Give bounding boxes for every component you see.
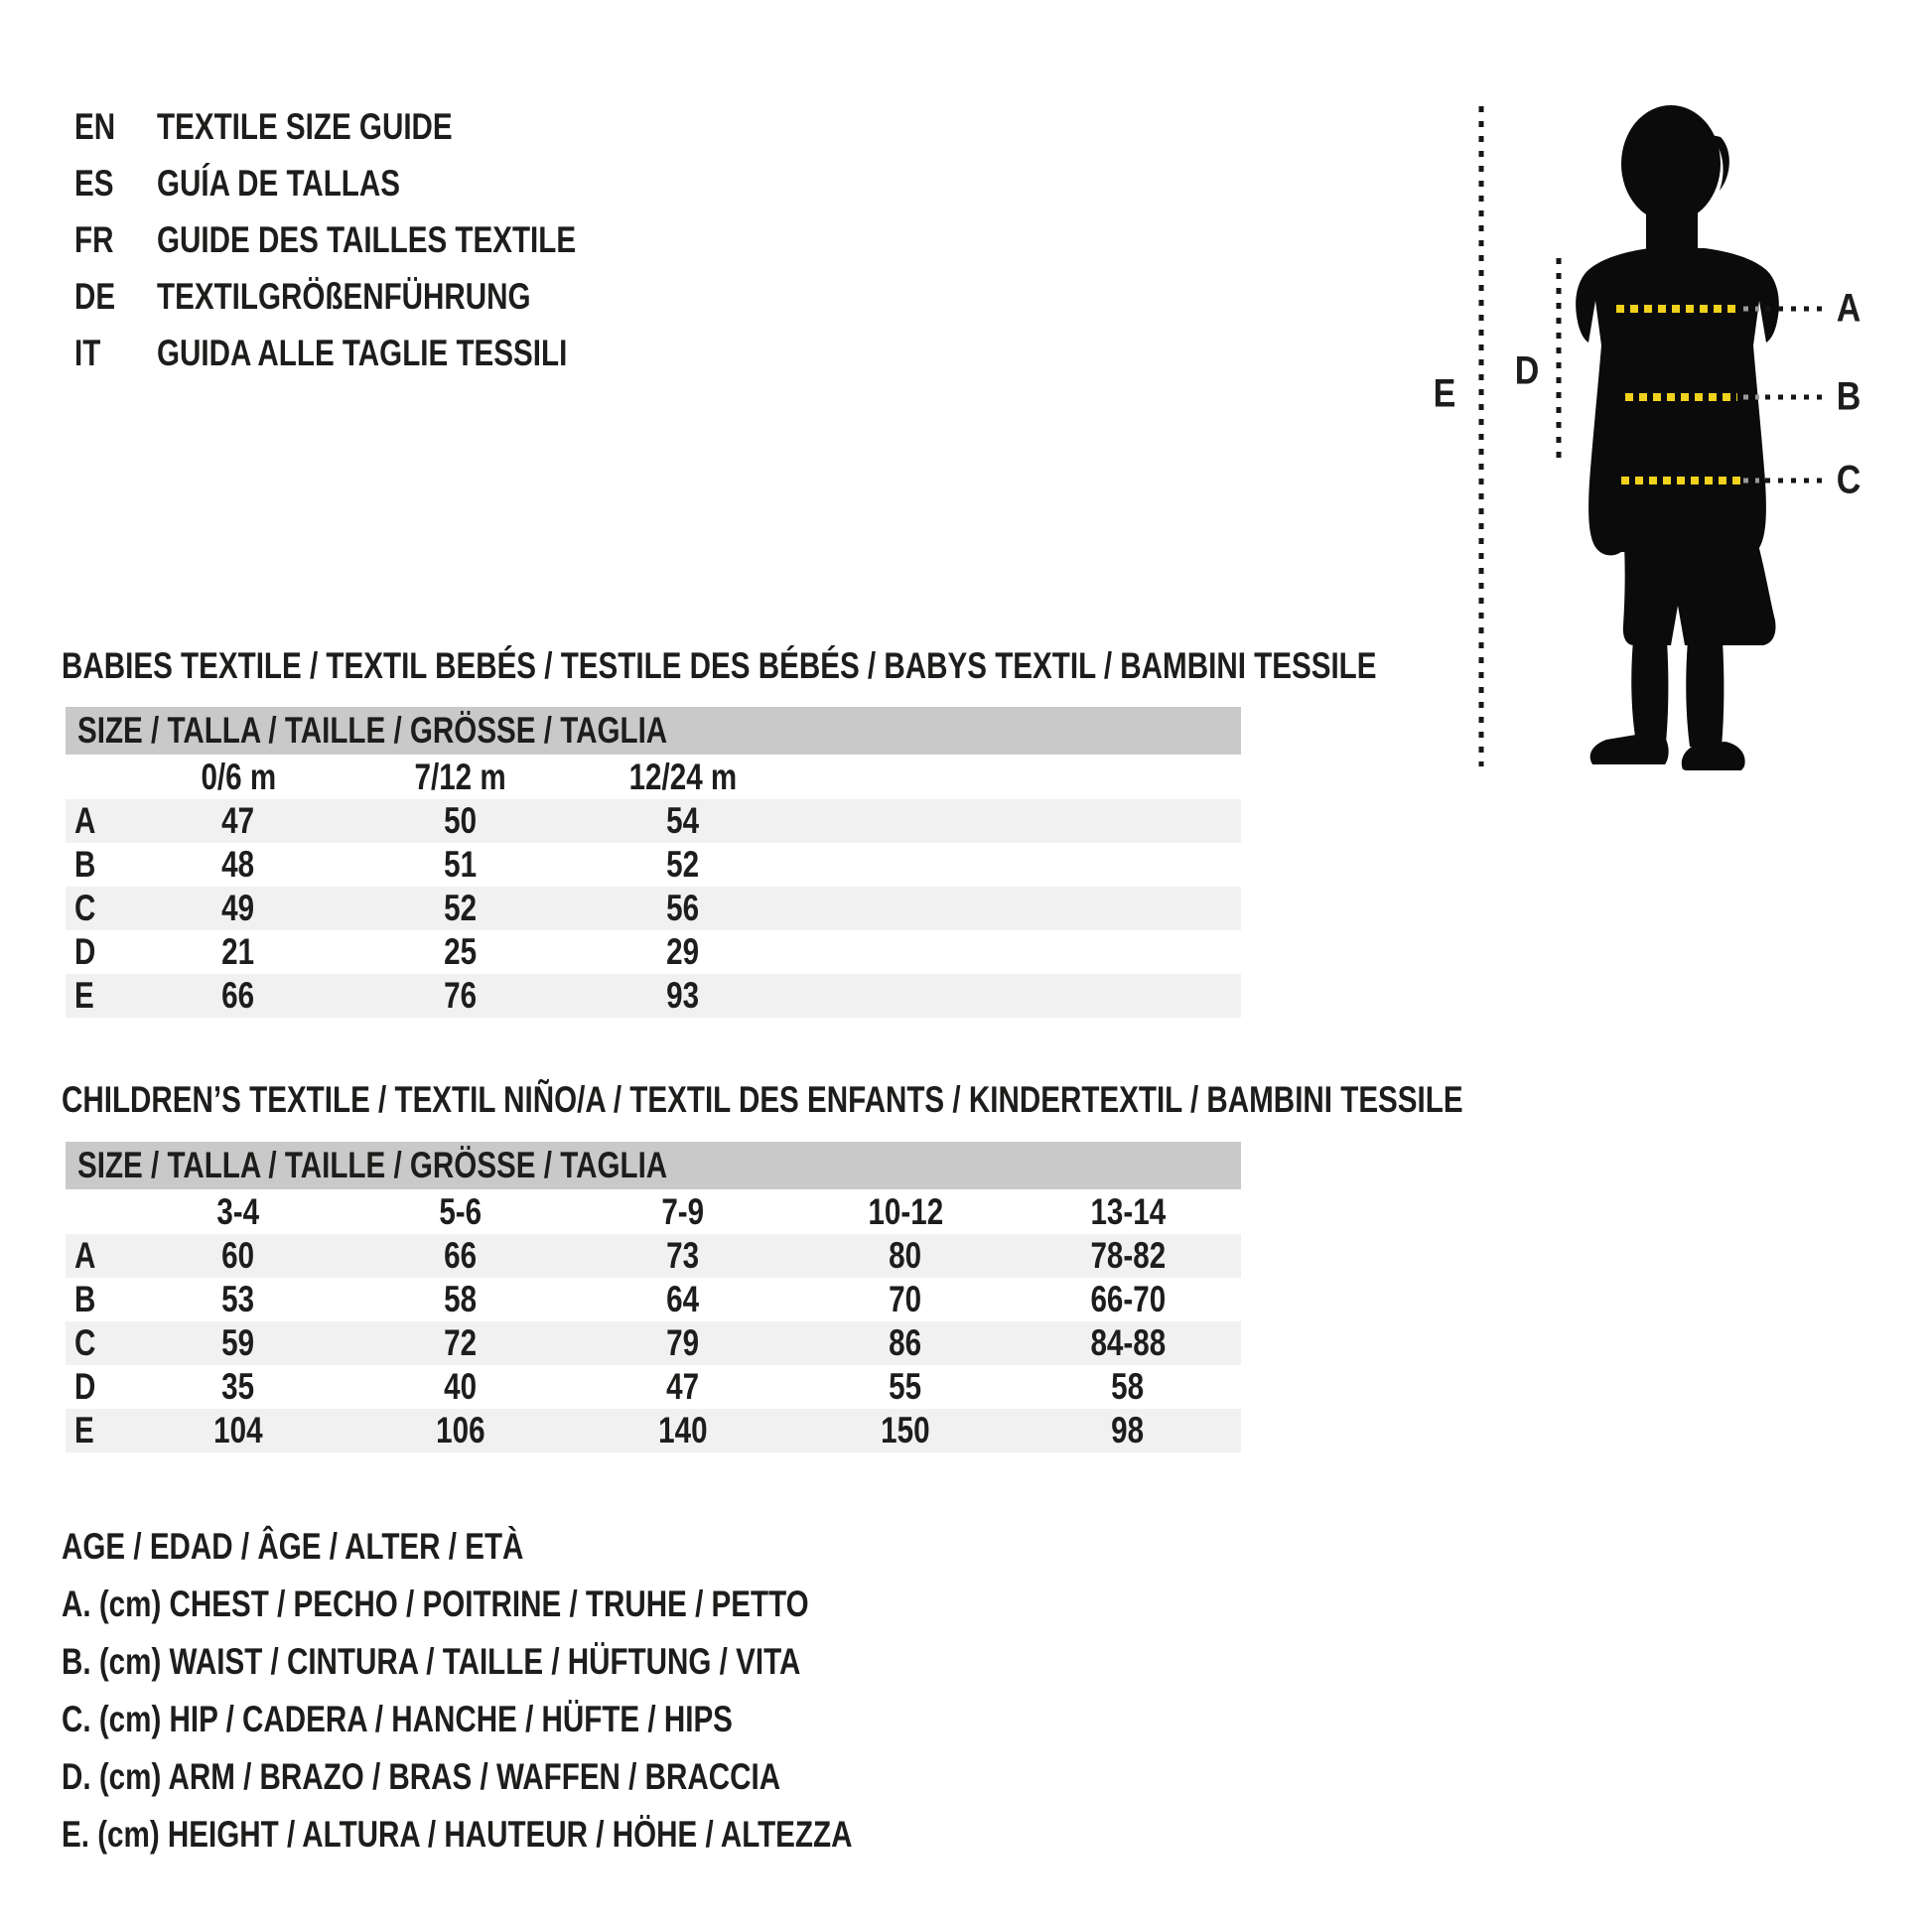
babies-column-header-row xyxy=(66,755,1241,799)
language-row-de xyxy=(74,268,681,325)
table-row-b xyxy=(66,843,1241,887)
language-row-fr xyxy=(74,211,681,268)
table-row-e xyxy=(66,1409,1241,1452)
cell-value: 60 xyxy=(221,1235,255,1276)
cell-value: 78-82 xyxy=(1090,1235,1166,1276)
cell-value: 53 xyxy=(221,1279,255,1319)
cell-value: 21 xyxy=(221,931,255,972)
column-header: 7/12 m xyxy=(414,756,507,797)
cell-value: 29 xyxy=(666,931,700,972)
measure-label-e: E xyxy=(1433,371,1456,416)
cell-value: 49 xyxy=(221,888,255,928)
measure-label-d: D xyxy=(1514,348,1540,393)
language-row-es xyxy=(74,155,681,211)
cell-value: 50 xyxy=(444,800,478,841)
cell-value: 76 xyxy=(444,975,478,1016)
cell-value: 66 xyxy=(221,975,255,1016)
babies-section-title: BABIES TEXTILE / TEXTIL BEBÉS / TESTILE DES BÉBÉS / BABYS TEXTIL / BAMBINI TESSILE xyxy=(62,645,1377,686)
language-title: TEXTILGRÖßENFÜHRUNG xyxy=(157,275,531,317)
table-row-a xyxy=(66,799,1241,843)
language-title: GUÍA DE TALLAS xyxy=(157,162,401,204)
cell-value: 98 xyxy=(1111,1410,1145,1450)
column-header: 3-4 xyxy=(216,1190,260,1232)
language-code: EN xyxy=(74,105,116,147)
cell-value: 150 xyxy=(881,1410,930,1450)
cell-value: 66 xyxy=(444,1235,478,1276)
silhouette-torso xyxy=(1576,248,1779,555)
column-header: 7-9 xyxy=(661,1190,705,1232)
measure-label-c: C xyxy=(1836,458,1862,502)
legend-line-arm: D. (cm) ARM / BRAZO / BRAS / WAFFEN / BRACCIA xyxy=(62,1756,781,1797)
table-row-c xyxy=(66,1321,1241,1365)
cell-value: 93 xyxy=(666,975,700,1016)
legend-line-chest: A. (cm) CHEST / PECHO / POITRINE / TRUHE / PETTO xyxy=(62,1584,809,1624)
cell-value: 79 xyxy=(666,1322,700,1363)
language-code: FR xyxy=(74,218,114,260)
language-title-list xyxy=(74,98,681,381)
column-header: 12/24 m xyxy=(628,756,738,797)
language-title: GUIDA ALLE TAGLIE TESSILI xyxy=(157,332,568,373)
language-code: IT xyxy=(74,332,101,373)
cell-value: 64 xyxy=(666,1279,700,1319)
cell-value: 73 xyxy=(666,1235,700,1276)
measure-label-a: A xyxy=(1836,286,1862,331)
language-row-it xyxy=(74,325,681,381)
cell-value: 55 xyxy=(889,1366,922,1407)
language-code: DE xyxy=(74,275,116,317)
language-row-en xyxy=(74,98,681,155)
row-label: D xyxy=(74,1366,96,1407)
cell-value: 54 xyxy=(666,800,700,841)
row-label: D xyxy=(74,931,96,972)
legend-line-waist: B. (cm) WAIST / CINTURA / TAILLE / HÜFTUNG / VITA xyxy=(62,1641,801,1682)
children-column-header-row xyxy=(66,1189,1241,1234)
table-row-e xyxy=(66,974,1241,1018)
cell-value: 40 xyxy=(444,1366,478,1407)
children-section-title: CHILDREN’S TEXTILE / TEXTIL NIÑO/A / TEXTIL DES ENFANTS / KINDERTEXTIL / BAMBINI TESSILE xyxy=(62,1079,1463,1120)
row-label: E xyxy=(74,975,94,1016)
cell-value: 84-88 xyxy=(1090,1322,1166,1363)
legend-line-hip: C. (cm) HIP / CADERA / HANCHE / HÜFTE / HIPS xyxy=(62,1699,733,1739)
babies-size-table xyxy=(66,707,1241,1018)
column-header: 5-6 xyxy=(439,1190,483,1232)
language-title: TEXTILE SIZE GUIDE xyxy=(157,105,453,147)
children-table-size-header: SIZE / TALLA / TAILLE / GRÖSSE / TAGLIA xyxy=(66,1142,1241,1189)
table-row-b xyxy=(66,1278,1241,1321)
row-label: E xyxy=(74,1410,94,1450)
cell-value: 59 xyxy=(221,1322,255,1363)
measurement-legend xyxy=(62,1518,1050,1863)
cell-value: 52 xyxy=(444,888,478,928)
cell-value: 58 xyxy=(444,1279,478,1319)
table-row-d xyxy=(66,1365,1241,1409)
column-header: 0/6 m xyxy=(201,756,276,797)
children-size-table xyxy=(66,1142,1241,1452)
legend-line-age: AGE / EDAD / ÂGE / ALTER / ETÀ xyxy=(62,1526,524,1567)
child-silhouette-diagram xyxy=(1390,69,1932,804)
cell-value: 66-70 xyxy=(1090,1279,1166,1319)
cell-value: 72 xyxy=(444,1322,478,1363)
row-label: B xyxy=(74,1279,96,1319)
cell-value: 52 xyxy=(666,844,700,885)
cell-value: 47 xyxy=(666,1366,700,1407)
cell-value: 25 xyxy=(444,931,478,972)
measure-label-b: B xyxy=(1836,374,1862,419)
legend-line-height: E. (cm) HEIGHT / ALTURA / HAUTEUR / HÖHE / ALTEZZA xyxy=(62,1814,853,1855)
row-label: C xyxy=(74,1322,96,1363)
language-title: GUIDE DES TAILLES TEXTILE xyxy=(157,218,577,260)
silhouette-left-shoe xyxy=(1590,735,1669,764)
cell-value: 106 xyxy=(436,1410,485,1450)
table-row-c xyxy=(66,887,1241,930)
row-label: A xyxy=(74,1235,96,1276)
cell-value: 51 xyxy=(444,844,478,885)
cell-value: 140 xyxy=(658,1410,708,1450)
cell-value: 48 xyxy=(221,844,255,885)
table-row-a xyxy=(66,1234,1241,1278)
cell-value: 104 xyxy=(213,1410,263,1450)
row-label: C xyxy=(74,888,96,928)
babies-table-size-header: SIZE / TALLA / TAILLE / GRÖSSE / TAGLIA xyxy=(66,707,1241,755)
cell-value: 35 xyxy=(221,1366,255,1407)
cell-value: 56 xyxy=(666,888,700,928)
language-code: ES xyxy=(74,162,114,204)
cell-value: 58 xyxy=(1111,1366,1145,1407)
column-header: 13-14 xyxy=(1090,1190,1166,1232)
row-label: A xyxy=(74,800,96,841)
column-header: 10-12 xyxy=(868,1190,943,1232)
row-label: B xyxy=(74,844,96,885)
cell-value: 86 xyxy=(889,1322,922,1363)
table-row-d xyxy=(66,930,1241,974)
silhouette-shorts xyxy=(1604,541,1776,645)
cell-value: 80 xyxy=(889,1235,922,1276)
cell-value: 47 xyxy=(221,800,255,841)
cell-value: 70 xyxy=(889,1279,922,1319)
